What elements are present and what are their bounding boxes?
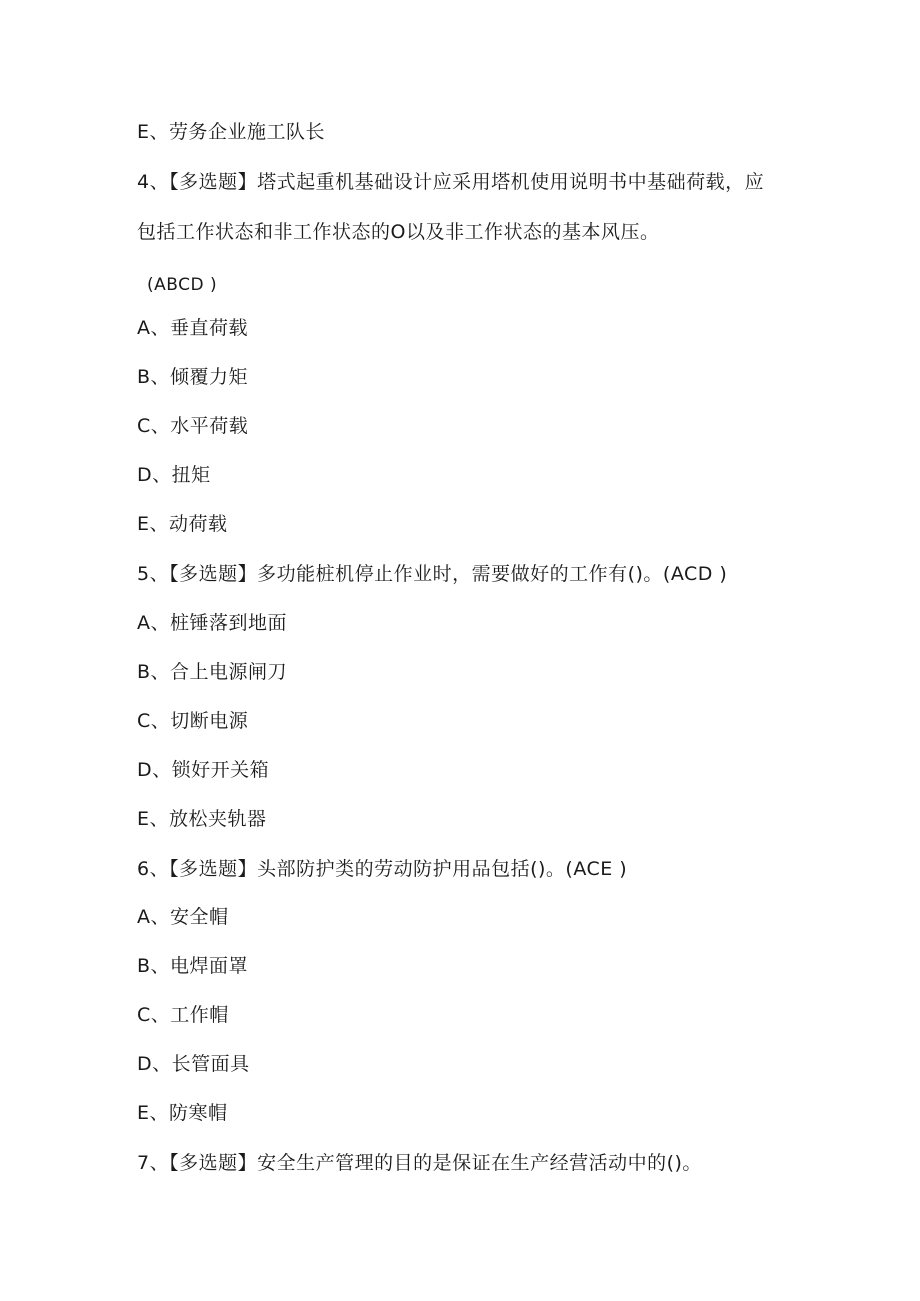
- option-a-q5: A、桩锤落到地面: [137, 612, 287, 634]
- option-e-q5: E、放松夹轨器: [137, 808, 267, 830]
- option-b-q5: B、合上电源闸刀: [137, 661, 288, 683]
- question-4-cont: 包括工作状态和非工作状态的O以及非工作状态的基本风压。: [137, 221, 660, 243]
- option-c-q4: C、水平荷载: [137, 415, 249, 437]
- question-4: 4、【多选题】塔式起重机基础设计应采用塔机使用说明书中基础荷载，应: [137, 171, 765, 193]
- option-a-q4: A、垂直荷载: [137, 317, 248, 339]
- option-c-q6: C、工作帽: [137, 1004, 229, 1026]
- option-b-q6: B、电焊面罩: [137, 955, 249, 977]
- option-d-q6: D、长管面具: [137, 1053, 250, 1075]
- question-7: 7、【多选题】安全生产管理的目的是保证在生产经营活动中的()。: [137, 1152, 702, 1174]
- option-b-q4: B、倾覆力矩: [137, 366, 249, 388]
- question-5: 5、【多选题】多功能桩机停止作业时，需要做好的工作有()。(ACD ): [137, 563, 728, 585]
- option-d-q5: D、锁好开关箱: [137, 759, 270, 781]
- answer-q4: (ABCD ): [147, 275, 218, 295]
- option-d-q4: D、扭矩: [137, 464, 211, 486]
- option-e-q3: E、劳务企业施工队长: [137, 121, 326, 143]
- option-c-q5: C、切断电源: [137, 710, 249, 732]
- option-a-q6: A、安全帽: [137, 906, 229, 928]
- option-e-q4: E、动荷载: [137, 513, 228, 535]
- option-e-q6: E、防寒帽: [137, 1102, 228, 1124]
- question-6: 6、【多选题】头部防护类的劳动防护用品包括()。(ACE ): [137, 858, 628, 880]
